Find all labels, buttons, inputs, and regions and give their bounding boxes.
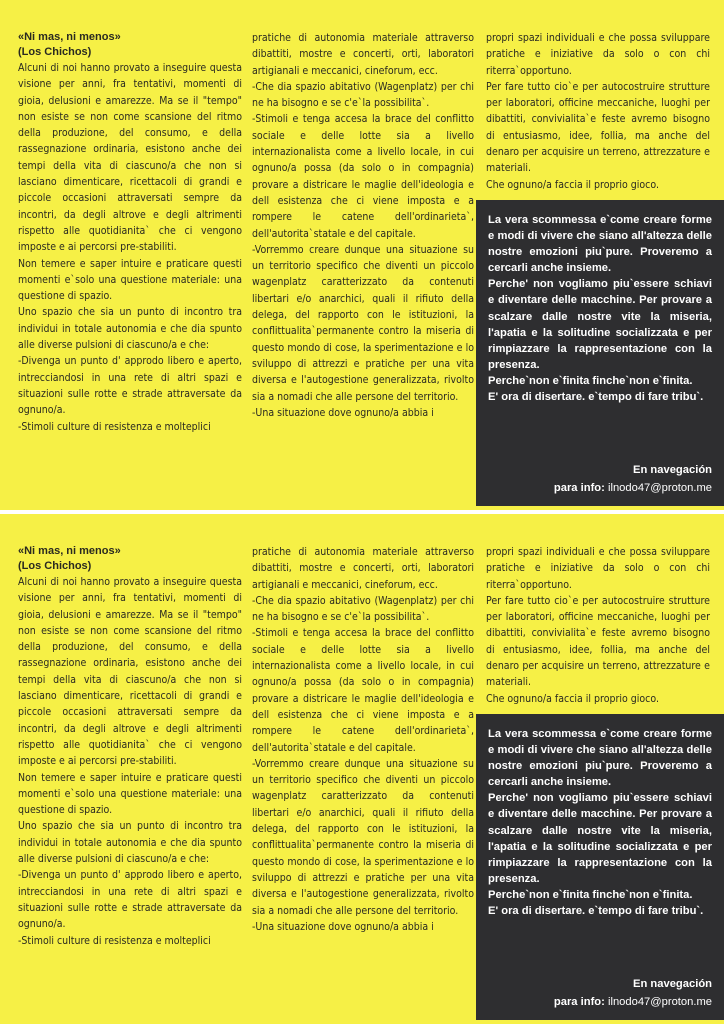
email-link[interactable]: ilnodo47@proton.me [607, 482, 712, 494]
manifesto-text: La vera scommessa e`come creare forme e modi di vivere che siano all'altezza delle nostre emozioni piu`pure. Proveremo a cercarli anche insieme. Perche' non vogliamo piu`essere schiavi e diventare delle macchine. Per provare a scalzare dalle nostre vite la miseria, l'apatia e la solitudine socializzata e per rimpiazzare la rappresentazione con la presenza. Perche`non e`finita finche`non e`finita. E' ora di disertare. e`tempo di fare tribu`. [488, 728, 712, 918]
text-column-3 [486, 544, 710, 707]
column-1-text: Alcuni di noi hanno provato a inseguire questa visione per anni, fra tentativi, momenti di gioia, delusioni e amarezze. Ma se il "tempo" non esiste se non come scansione del ritmo della produzione, del consumo, e della rassegnazione ordinaria, esistono anche dei tempi della vita di ciascuno/a che non si lasciano dimenticare, ricettacoli di grandi e piccole occasioni attraversati sempre da incontri, da degli altrove e degli altrimenti rispetto alle quotidianita` che ci vengono imposte e ai percorsi pre-stabiliti. Non temere e saper intuire e praticare questi momenti e`solo una questione materiale: una questione di spazio. Uno spazio che sia un punto di incontro tra individui in totale autonomia e che dia spunto alle diverse pulsioni di ciascuno/a e che: -Divenga un punto d' approdo libero e aperto, intrecciandosi in una rete di altri spazi e situazioni sulle rotte e strade attraversate da ognuno/a. -Stimoli culture di resistenza e molteplici [18, 576, 242, 947]
flyer-top [0, 0, 724, 510]
contact-line [554, 994, 712, 1010]
info-label: para info: [553, 996, 605, 1008]
text-column-2 [252, 544, 474, 935]
song-artist: (Los Chichos) [18, 46, 92, 58]
text-column-1 [18, 30, 242, 435]
manifesto-text: La vera scommessa e`come creare forme e modi di vivere che siano all'altezza delle nostre emozioni piu`pure. Proveremo a cercarli anche insieme. Perche' non vogliamo piu`essere schiavi e diventare delle macchine. Per provare a scalzare dalle nostre vite la miseria, l'apatia e la solitudine socializzata e per rimpiazzare la rappresentazione con la presenza. Perche`non e`finita finche`non e`finita. E' ora di disertare. e`tempo di fare tribu`. [488, 214, 712, 404]
song-title: «Ni mas, ni menos» [18, 31, 121, 43]
signature: En navegación [633, 464, 712, 476]
column-3-text: propri spazi individuali e che possa sviluppare pratiche e iniziative da solo o con chi riterra`opportuno. Per fare tutto cio`e per autocostruire strutture per laboratori, officine meccaniche, luoghi per dibattiti, convivialita`e feste avremo bisogno di entusiasmo, idee, follia, ma anche del denaro per acquisire un terreno, attrezzature e materiali. Che ognuno/a faccia il proprio gioco. [486, 32, 710, 191]
text-column-2 [252, 30, 474, 421]
info-label: para info: [553, 482, 605, 494]
contact-line [554, 480, 712, 496]
manifesto-box [476, 200, 724, 506]
column-2-text: pratiche di autonomia materiale attraverso dibattiti, mostre e concerti, orti, laboratori artigianali e meccanici, cineforum, ecc. -Che dia spazio abitativo (Wagenplatz) per chi ne ha bisogno e se c'e`la possibilita`. -Stimoli e tenga accesa la brace del conflitto sociale e delle lotte sia a livello internazionalista come a livello locale, in cui ognuno/a possa (da solo o in compagnia) provare a districare le maglie dell'ideologia e dell esistenza che ci viene imposta e a rompere le catene dell'ordinarieta`, dell'autorita`statale e del capitale. -Vorremmo creare dunque una situazione su un territorio specifico che diventi un piccolo wagenplatz caratterizzato da contenuti libertari e/o anarchici, quali il rifiuto della delega, del rapporto con le istituzioni, la conflittualita`permanente contro la miseria di questo mondo di cose, la sperimentazione e lo sviluppo di attrezzi e pratiche per una vita diversa e l'autogestione generalizzata, rivolto sia a nomadi che alle persone del territorio. -Una situazione dove ognuno/a abbia i [252, 32, 474, 419]
column-3-text: propri spazi individuali e che possa sviluppare pratiche e iniziative da solo o con chi riterra`opportuno. Per fare tutto cio`e per autocostruire strutture per laboratori, officine meccaniche, luoghi per dibattiti, convivialita`e feste avremo bisogno di entusiasmo, idee, follia, ma anche del denaro per acquisire un terreno, attrezzature e materiali. Che ognuno/a faccia il proprio gioco. [486, 546, 710, 705]
signature: En navegación [633, 978, 712, 990]
flyer-bottom [0, 514, 724, 1024]
column-1-text: Alcuni di noi hanno provato a inseguire questa visione per anni, fra tentativi, momenti di gioia, delusioni e amarezze. Ma se il "tempo" non esiste se non come scansione del ritmo della produzione, del consumo, e della rassegnazione ordinaria, esistono anche dei tempi della vita di ciascuno/a che non si lasciano dimenticare, ricettacoli di grandi e piccole occasioni attraversati sempre da incontri, da degli altrove e degli altrimenti rispetto alle quotidianita` che ci vengono imposte e ai percorsi pre-stabiliti. Non temere e saper intuire e praticare questi momenti e`solo una questione materiale: una questione di spazio. Uno spazio che sia un punto di incontro tra individui in totale autonomia e che dia spunto alle diverse pulsioni di ciascuno/a e che: -Divenga un punto d' approdo libero e aperto, intrecciandosi in una rete di altri spazi e situazioni sulle rotte e strade attraversate da ognuno/a. -Stimoli culture di resistenza e molteplici [18, 62, 242, 433]
manifesto-box [476, 714, 724, 1020]
song-artist: (Los Chichos) [18, 560, 92, 572]
column-2-text: pratiche di autonomia materiale attraverso dibattiti, mostre e concerti, orti, laboratori artigianali e meccanici, cineforum, ecc. -Che dia spazio abitativo (Wagenplatz) per chi ne ha bisogno e se c'e`la possibilita`. -Stimoli e tenga accesa la brace del conflitto sociale e delle lotte sia a livello internazionalista come a livello locale, in cui ognuno/a possa (da solo o in compagnia) provare a districare le maglie dell'ideologia e dell esistenza che ci viene imposta e a rompere le catene dell'ordinarieta`, dell'autorita`statale e del capitale. -Vorremmo creare dunque una situazione su un territorio specifico che diventi un piccolo wagenplatz caratterizzato da contenuti libertari e/o anarchici, quali il rifiuto della delega, del rapporto con le istituzioni, la conflittualita`permanente contro la miseria di questo mondo di cose, la sperimentazione e lo sviluppo di attrezzi e pratiche per una vita diversa e l'autogestione generalizzata, rivolto sia a nomadi che alle persone del territorio. -Una situazione dove ognuno/a abbia i [252, 546, 474, 933]
email-link[interactable]: ilnodo47@proton.me [607, 996, 712, 1008]
song-title: «Ni mas, ni menos» [18, 545, 121, 557]
text-column-1 [18, 544, 242, 949]
text-column-3 [486, 30, 710, 193]
